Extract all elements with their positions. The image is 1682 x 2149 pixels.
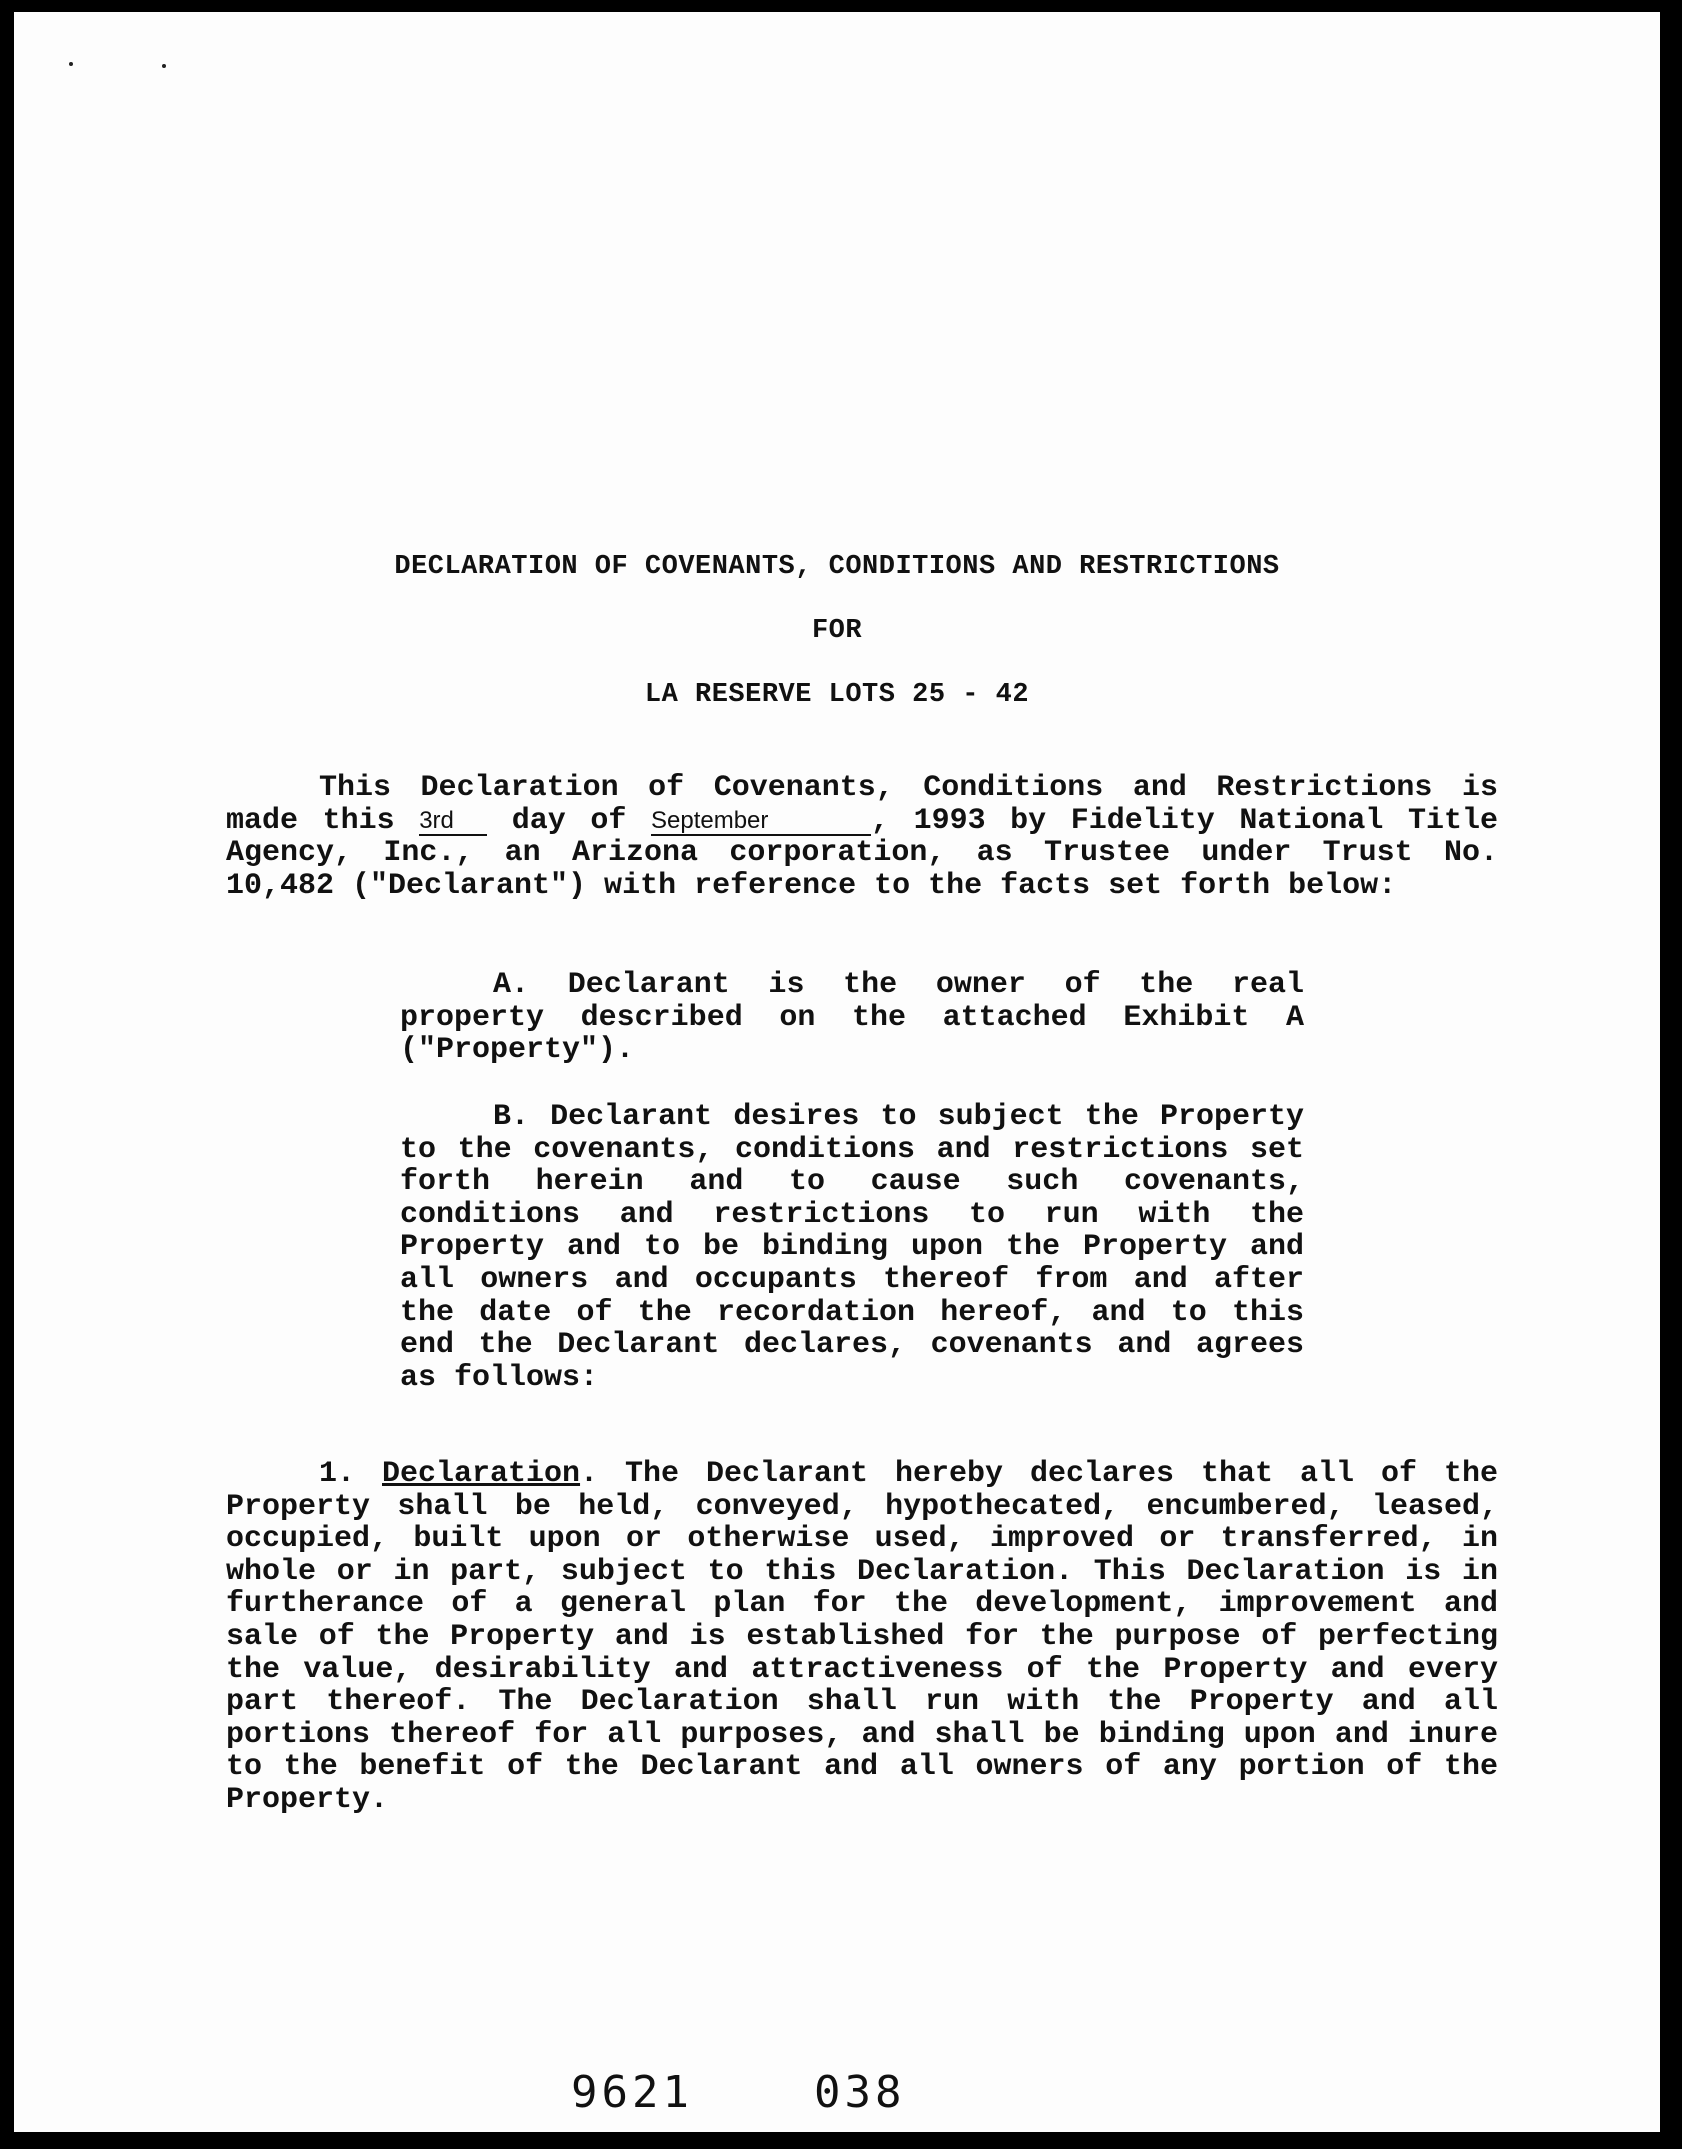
intro-text-2: day of — [511, 803, 627, 838]
title-subject: LA RESERVE LOTS 25 - 42 — [644, 680, 1030, 710]
document-page — [14, 12, 1660, 2132]
recital-b: B. Declarant desires to subject the Property to the covenants, conditions and restrictions set forth herein and to cause such covenants, conditions and restrictions to run with the Property and to be binding upon the Property and all owners and occupants thereof from and after the date of the recordation hereof, and to this end the Declarant declares, covenants and agrees as follows: — [400, 1100, 1304, 1395]
section-1-body: . The Declarant hereby declares that all of the Property shall be held, conveyed, hypothecated, encumbered, leased, occupied, built upon or otherwise used, improved or transferred, in whole or in part, subject to this Declaration. This Declaration is in furtherance of a general plan for the development, improvement and sale of the Property and is established for the purpose of perfecting the value, desirability and attractiveness of the Property and every part thereof. The Declaration shall run with the Property and all portions thereof for all purposes, and shall be binding upon and inure to the benefit of the Declarant and all owners of any portion of the Property. — [226, 1457, 1498, 1817]
section-1 — [226, 1458, 1498, 1817]
document-title: DECLARATION OF COVENANTS, CONDITIONS AND RESTRICTIONS — [394, 552, 1280, 582]
bates-number-right: 038 — [814, 2067, 906, 2118]
intro-text-3: , 1993 by Fidelity National Title Agency, Inc., an Arizona corporation, as Trustee under Trust No. 10,482 ("Declarant") with reference to the facts set forth below: — [226, 803, 1498, 903]
bates-number-left: 9621 — [571, 2067, 693, 2118]
section-1-number: 1. — [319, 1457, 356, 1491]
month-blank: September — [651, 808, 871, 836]
intro-paragraph — [226, 772, 1498, 902]
day-blank: 3rd — [419, 808, 487, 836]
title-for: FOR — [811, 616, 863, 646]
section-1-heading: Declaration — [382, 1457, 581, 1491]
intro-text-1: This Declaration of Covenants, Conditions and Restrictions is made this — [226, 771, 1498, 838]
recital-a: A. Declarant is the owner of the real property described on the attached Exhibit A ("Property"). — [400, 968, 1304, 1068]
